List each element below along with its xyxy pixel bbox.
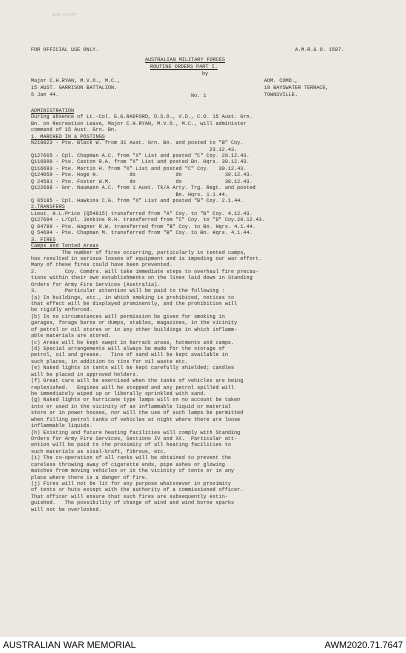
body-line: (h) Existing and future heating facilities will comply with Standing	[31, 429, 241, 436]
body-line: (b) In no circumstances will permission be given for smoking in	[31, 313, 225, 320]
body-line: place where there is a danger of fire.	[31, 474, 148, 481]
body-line: Lieut. H.L.Price (Q54815) transferred from "A" Coy. to "B" Coy. 4.12.43.	[31, 210, 253, 217]
body-line: when filling petrol tanks of vehicles at night where there are loose	[31, 416, 241, 423]
author-unit: 15 AUST. GARRISON BATTALION.	[31, 85, 118, 91]
body-line: 1. MARCHED IN & POSTINGS	[31, 133, 105, 140]
body-line: 3. FIRES	[31, 236, 56, 243]
body-line: 2. Coy. Comdrs. will take immediate steps to overhaul fire precau-	[31, 268, 259, 275]
body-line: N218823 - Pte. Black W. from 31 Aust. Grn. Bn. and posted to "B" Coy.	[31, 140, 244, 147]
body-line: tions within their own establishments on the lines laid down in Standing	[31, 275, 253, 282]
footer-source: AUSTRALIAN WAR MEMORIAL	[3, 640, 136, 650]
body-line: (c) Areas will be kept swept in barrack areas, hutments and camps.	[31, 339, 235, 346]
body-line: Bn. Hqrs. 1.1.44.	[31, 191, 228, 198]
body-line: ention will be paid to the proximity of all heating facilities to	[31, 442, 231, 449]
body-line: (f) Great care will be exercised when the tanks of vehicles are being	[31, 378, 244, 385]
body-line: such places, in addition to tins for oil waste etc.	[31, 358, 188, 365]
footer-bar	[0, 637, 406, 653]
body-line: (g) Naked lights or hurricane type lamps will on no account be taken	[31, 397, 241, 404]
pencil-note: WAR DIARY	[52, 13, 77, 18]
body-line: garages, forage barns or dumps, stables, magazines, in the vicinity	[31, 320, 238, 327]
body-line: Q127694 - L/Cpl. Jenkins R.H. transferred from "C" Coy. to "D" Coy.29.12.43.	[31, 217, 265, 224]
order-reference: A.M.R.& O. 1587.	[295, 47, 345, 53]
body-line: petrol, oil and grease. Tins of sand will be kept available in	[31, 352, 228, 359]
body-line: will be placed in approved holders.	[31, 371, 139, 378]
body-line: Q 54694 - Pte. Chapman M. transferred from "B" Coy. to Bn. Hqrs. 4.1.44.	[31, 230, 253, 237]
body-line: That officer will ensure that such fires are subsequently extin-	[31, 493, 228, 500]
body-line: Q122688 - Gnr. Naumann A.C. from 1 Aust. Tk/A Arty. Trg. Regt. and posted	[31, 185, 256, 192]
by-label: by	[202, 71, 209, 77]
body-line: of tents or huts except with the authority of a commissioned officer.	[31, 487, 244, 494]
order-number: No. 1	[191, 93, 207, 99]
body-line: able materials are stored.	[31, 333, 111, 339]
body-line: Q 85185 - Cpl. Hawkins C.G. from "X" List and posted "B" Coy. 2.1.44.	[31, 198, 244, 204]
body-line: that effect will be displayed prominently, and the prohibition will	[31, 300, 238, 307]
body-line: matches from moving vehicles or in the vicinity of tents or in any	[31, 468, 235, 475]
document-subtitle: ROUTINE ORDERS PART I.	[150, 64, 218, 70]
body-line: Orders for Army Fire Services, Sections IV and XX. Particular att-	[31, 435, 238, 442]
document-title: AUSTRALIAN MILITARY FORCES	[145, 57, 225, 63]
body-line: be immediately wiped up or liberally sprinkled with sand.	[31, 390, 207, 397]
author-name: Major C.H.RYAN, M.V.O., M.C.,	[31, 78, 121, 84]
body-line: Bn. on Recreation Leave, Major C.H.RYAN, M.V.O., M.C., will administer	[31, 120, 247, 127]
body-line: be rigidly enforced.	[31, 307, 93, 314]
body-line: Q124059 - Pte. Hoge H. do do 30.12.43.	[31, 172, 253, 179]
body-line: will not be overlooked.	[31, 506, 102, 513]
body-line: ADMINISTRATION	[31, 108, 75, 114]
footer-record-id: AWM2020.71.7647	[324, 640, 403, 650]
body-line: Many of these fires could have been prevented.	[31, 262, 173, 269]
address-line-3: TOWNSVILLE.	[264, 92, 298, 98]
body-line: Orders for Army Fire Services (Australia).	[31, 281, 161, 288]
body-line: such materials as sisal-kraft, fibrous, etc.	[31, 448, 167, 455]
body-line: of petrol or oil stores or in any other buildings in which inflamm-	[31, 326, 238, 333]
body-line: inflammable liquids.	[31, 423, 93, 430]
body-line: store or in power houses, nor will the use of such lamps be permitted	[31, 410, 244, 417]
body-line: Q127665 - Cpl. Chapman A.C. from "X" List and posted "C" Coy. 29.12.43.	[31, 153, 250, 159]
address-line-2: 18 BAYSWATER TERRACE,	[264, 85, 329, 91]
address-line-1: ADM. COMD.,	[264, 78, 298, 84]
body-line: Q 84789 - Pte. Wagner R.W. transferred from "B" Coy. to Bn. Hqrs. 4.1.44.	[31, 223, 256, 230]
body-line: (j) Fires will not be lit for any purpose whatsoever in proximity	[31, 480, 231, 487]
body-line: Q116890 - Pte. Caston R.A. from "X" List and posted Bn. Hqrs. 30.12.43.	[31, 159, 250, 166]
body-line: (i) The co-operation of all ranks will be obtained to prevent the	[31, 455, 231, 462]
body-line: has resulted in serious losses of equipment and is impeding our war effort.	[31, 255, 262, 262]
body-line: During absence of Lt.-Col. E.G.RADFORD, D.S.O., V.D., C.O. 15 Aust. Grn.	[31, 114, 253, 121]
classification-label: FOR OFFICIAL USE ONLY.	[31, 47, 99, 53]
body-line: Camps and Tented Areas	[31, 243, 99, 249]
body-line: guished. The possibility of change of wind and wind borne sparks	[31, 500, 235, 507]
body-line: replenished. Engines will be stopped and any petrol spilled will	[31, 384, 235, 391]
body-line: (a) In buildings, etc., in which smoking is prohibited, notices to	[31, 294, 235, 301]
body-line: Q116693 - Pte. Martin H. from "X" List and posted "C" Coy. 30.12.43.	[31, 165, 247, 172]
body-line: 3. Particular attention will be paid to the following :	[31, 288, 225, 294]
body-line: 2.TRANSFERS	[31, 204, 65, 211]
body-line: command of 15 Aust. Grn. Bn.	[31, 127, 118, 134]
body-line: 23.12.43.	[31, 146, 238, 153]
body-line: careless throwing away of cigarette ends, pipe ashes or glowing	[31, 461, 225, 468]
body-line: (d) Special arrangements will always be made for the storage of	[31, 345, 225, 352]
body-line: (e) Naked lights in tents will be kept carefully shielded; candles	[31, 365, 235, 372]
body-line: into or used in the vicinity of an inflammable liquid or material	[31, 403, 231, 410]
body-line: Q 24581 - Pte. Foster W.M. do do 30.12.43.	[31, 178, 253, 185]
body-line: The number of fires occurring, particularly in tented camps,	[31, 249, 247, 256]
order-date: 5 Jan 44.	[31, 92, 59, 98]
